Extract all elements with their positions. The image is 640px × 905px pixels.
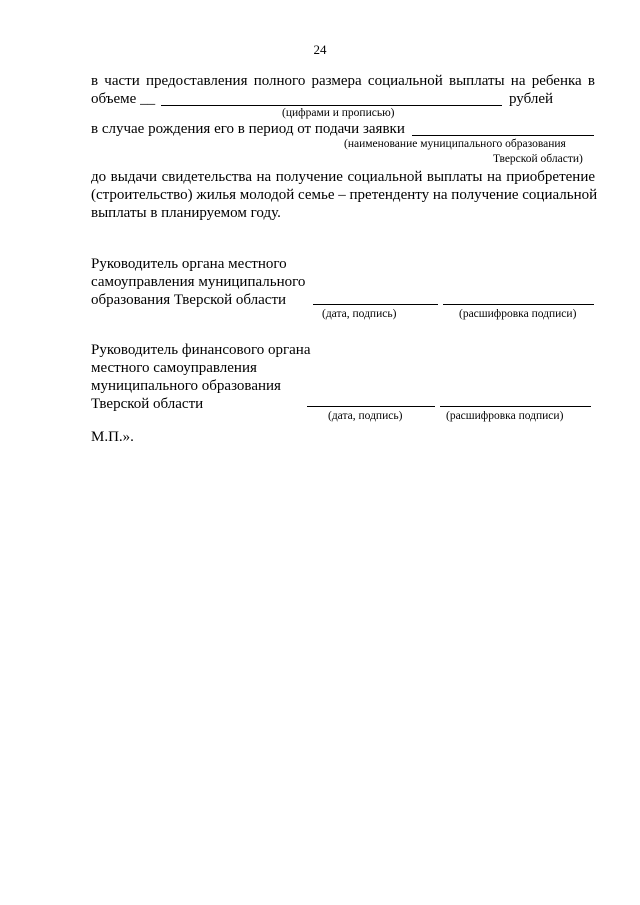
signature1-date-caption: (дата, подпись) — [322, 308, 397, 320]
municipality-underline — [412, 135, 594, 136]
municipality-caption-line1: (наименование муниципального образования — [344, 138, 566, 150]
signature1-date-line — [313, 304, 438, 305]
paragraph1-line3: в случае рождения его в период от подачи заявки — [91, 121, 405, 137]
signature1-title-line2: самоуправления муниципального — [91, 274, 306, 290]
signature1-name-caption: (расшифровка подписи) — [459, 308, 577, 320]
signature2-title-line2: местного самоуправления — [91, 360, 257, 376]
signature2-name-caption: (расшифровка подписи) — [446, 410, 564, 422]
signature2-title-line4: Тверской области — [91, 396, 204, 412]
municipality-caption-line2: Тверской области) — [493, 153, 583, 165]
signature1-title-line1: Руководитель органа местного — [91, 256, 287, 272]
signature2-title-line3: муниципального образования — [91, 378, 281, 394]
signature2-title-line1: Руководитель финансового органа — [91, 342, 311, 358]
paragraph2-line2: (строительство) жилья молодой семье – претенденту на получение социальной — [91, 187, 598, 203]
stamp-mark: М.П.». — [91, 429, 134, 445]
signature2-name-line — [440, 406, 591, 407]
paragraph1-line2-prefix: объеме __ — [91, 91, 156, 107]
signature1-title-line3: образования Тверской области — [91, 292, 287, 308]
paragraph2-line3: выплаты в планируемом году. — [91, 205, 281, 221]
signature2-date-line — [307, 406, 435, 407]
amount-caption: (цифрами и прописью) — [282, 107, 395, 119]
signature1-name-line — [443, 304, 594, 305]
paragraph2-line1: до выдачи свидетельства на получение социальной выплаты на приобретение — [91, 169, 595, 185]
signature2-date-caption: (дата, подпись) — [328, 410, 403, 422]
page-number: 24 — [313, 42, 327, 57]
paragraph1-line2-suffix: рублей — [509, 91, 554, 107]
paragraph1-line1: в части предоставления полного размера социальной выплаты на ребенка в — [91, 73, 595, 89]
